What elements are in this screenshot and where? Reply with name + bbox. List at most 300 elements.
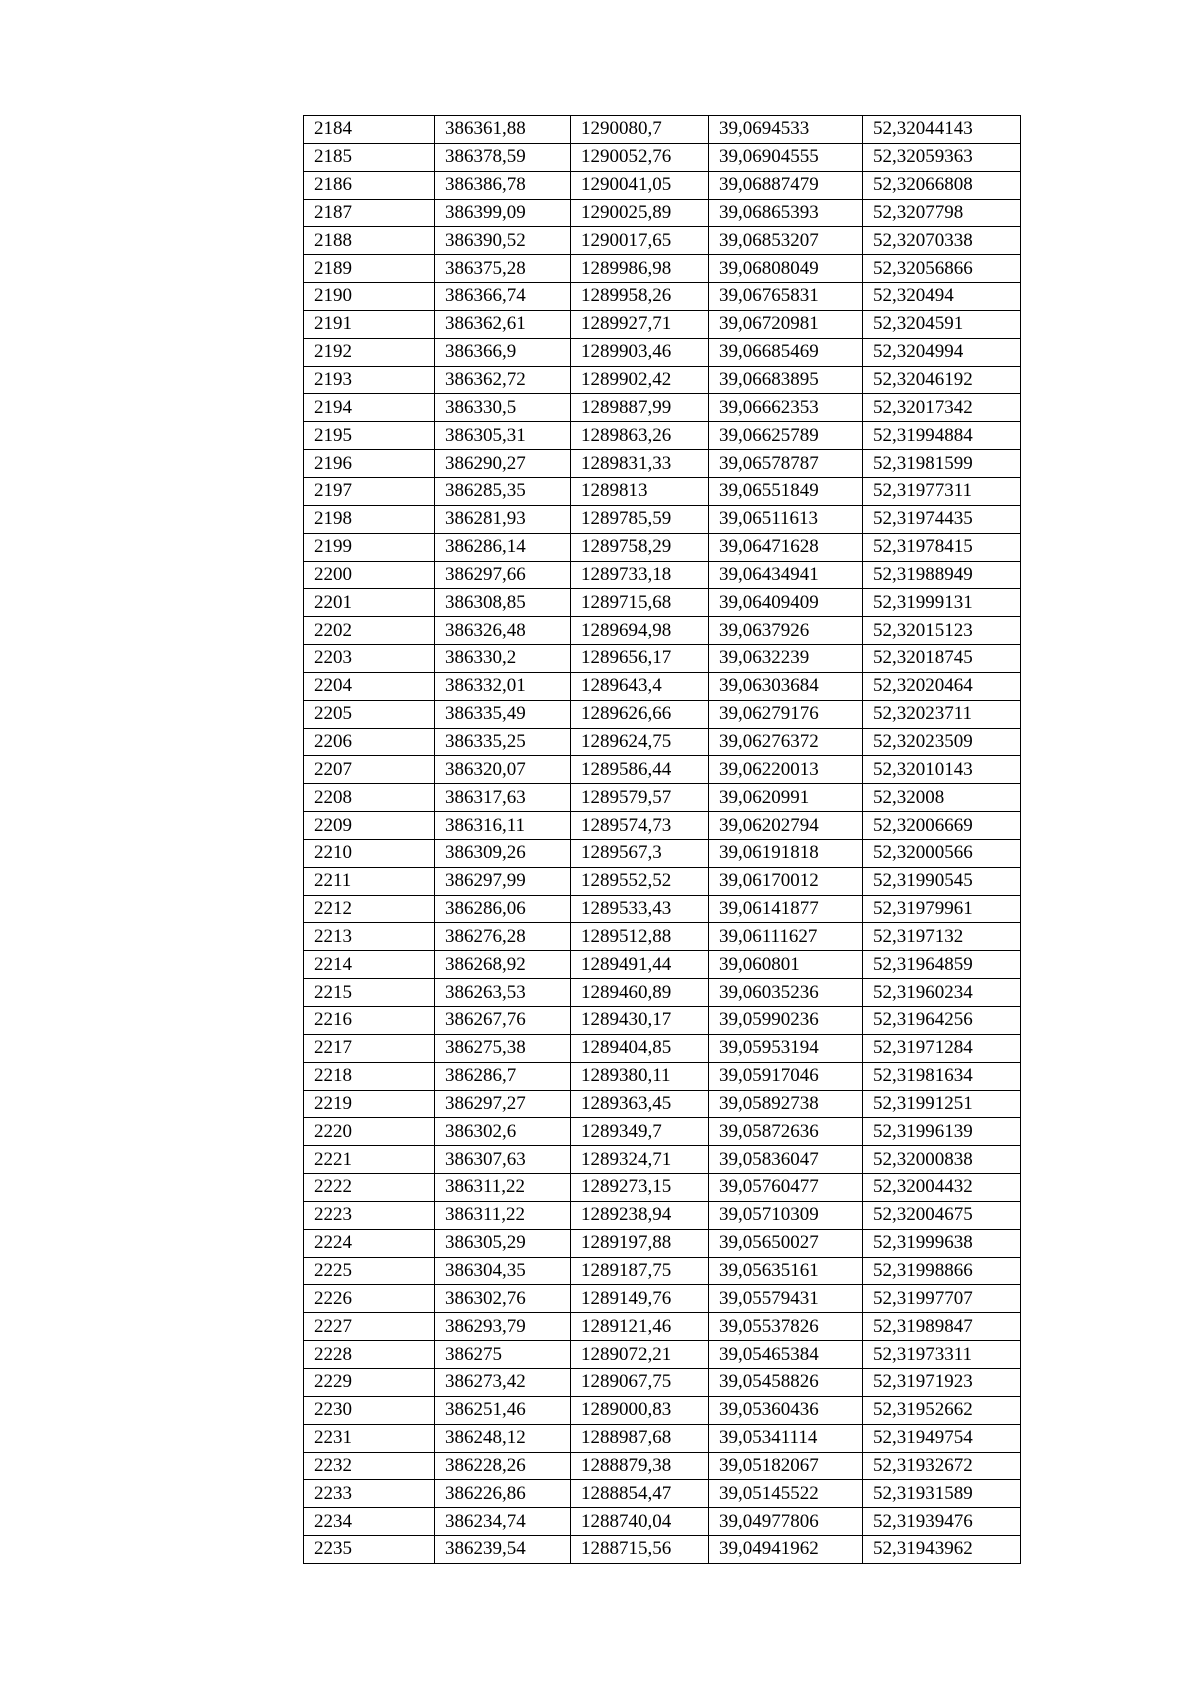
table-row — [304, 422, 1021, 450]
longitude-cell: 39,05917046 — [709, 1062, 863, 1090]
x-coordinate-cell: 386228,26 — [435, 1452, 571, 1480]
y-coordinate-cell: 1289902,42 — [571, 366, 709, 394]
y-coordinate-cell: 1289785,59 — [571, 505, 709, 533]
x-coordinate-cell: 386305,31 — [435, 422, 571, 450]
point-number-cell: 2193 — [304, 366, 435, 394]
y-coordinate-cell: 1289903,46 — [571, 338, 709, 366]
table-row — [304, 1034, 1021, 1062]
y-coordinate-cell: 1289813 — [571, 477, 709, 505]
longitude-cell: 39,05990236 — [709, 1007, 863, 1035]
x-coordinate-cell: 386386,78 — [435, 171, 571, 199]
x-coordinate-cell: 386251,46 — [435, 1396, 571, 1424]
y-coordinate-cell: 1289238,94 — [571, 1201, 709, 1229]
latitude-cell: 52,31994884 — [863, 422, 1021, 450]
point-number-cell: 2195 — [304, 422, 435, 450]
point-number-cell: 2213 — [304, 923, 435, 951]
table-row — [304, 645, 1021, 673]
table-row — [304, 1146, 1021, 1174]
y-coordinate-cell: 1288715,56 — [571, 1536, 709, 1564]
point-number-cell: 2205 — [304, 700, 435, 728]
latitude-cell: 52,31971284 — [863, 1034, 1021, 1062]
table-row — [304, 1424, 1021, 1452]
longitude-cell: 39,05341114 — [709, 1424, 863, 1452]
point-number-cell: 2198 — [304, 505, 435, 533]
y-coordinate-cell: 1289273,15 — [571, 1174, 709, 1202]
table-row — [304, 1090, 1021, 1118]
x-coordinate-cell: 386399,09 — [435, 199, 571, 227]
point-number-cell: 2208 — [304, 784, 435, 812]
x-coordinate-cell: 386320,07 — [435, 756, 571, 784]
point-number-cell: 2191 — [304, 310, 435, 338]
latitude-cell: 52,32023711 — [863, 700, 1021, 728]
x-coordinate-cell: 386316,11 — [435, 812, 571, 840]
x-coordinate-cell: 386275 — [435, 1341, 571, 1369]
table-row — [304, 227, 1021, 255]
table-row — [304, 1368, 1021, 1396]
longitude-cell: 39,06170012 — [709, 867, 863, 895]
x-coordinate-cell: 386308,85 — [435, 589, 571, 617]
longitude-cell: 39,0632239 — [709, 645, 863, 673]
table-row — [304, 477, 1021, 505]
latitude-cell: 52,31978415 — [863, 533, 1021, 561]
table-row — [304, 1285, 1021, 1313]
y-coordinate-cell: 1289958,26 — [571, 283, 709, 311]
x-coordinate-cell: 386390,52 — [435, 227, 571, 255]
longitude-cell: 39,06853207 — [709, 227, 863, 255]
x-coordinate-cell: 386226,86 — [435, 1480, 571, 1508]
x-coordinate-cell: 386302,76 — [435, 1285, 571, 1313]
table-row — [304, 784, 1021, 812]
table-row — [304, 283, 1021, 311]
longitude-cell: 39,05635161 — [709, 1257, 863, 1285]
table-row — [304, 1536, 1021, 1564]
y-coordinate-cell: 1289121,46 — [571, 1313, 709, 1341]
x-coordinate-cell: 386286,7 — [435, 1062, 571, 1090]
point-number-cell: 2215 — [304, 979, 435, 1007]
y-coordinate-cell: 1288879,38 — [571, 1452, 709, 1480]
latitude-cell: 52,3197132 — [863, 923, 1021, 951]
longitude-cell: 39,05182067 — [709, 1452, 863, 1480]
longitude-cell: 39,06276372 — [709, 728, 863, 756]
longitude-cell: 39,06683895 — [709, 366, 863, 394]
latitude-cell: 52,32015123 — [863, 617, 1021, 645]
x-coordinate-cell: 386297,66 — [435, 561, 571, 589]
longitude-cell: 39,05836047 — [709, 1146, 863, 1174]
x-coordinate-cell: 386267,76 — [435, 1007, 571, 1035]
table-row — [304, 1118, 1021, 1146]
x-coordinate-cell: 386361,88 — [435, 116, 571, 144]
point-number-cell: 2235 — [304, 1536, 435, 1564]
point-number-cell: 2218 — [304, 1062, 435, 1090]
table-row — [304, 895, 1021, 923]
point-number-cell: 2200 — [304, 561, 435, 589]
y-coordinate-cell: 1290025,89 — [571, 199, 709, 227]
latitude-cell: 52,320494 — [863, 283, 1021, 311]
x-coordinate-cell: 386366,74 — [435, 283, 571, 311]
point-number-cell: 2199 — [304, 533, 435, 561]
latitude-cell: 52,31991251 — [863, 1090, 1021, 1118]
point-number-cell: 2214 — [304, 951, 435, 979]
point-number-cell: 2185 — [304, 143, 435, 171]
table-row — [304, 394, 1021, 422]
point-number-cell: 2187 — [304, 199, 435, 227]
latitude-cell: 52,31932672 — [863, 1452, 1021, 1480]
x-coordinate-cell: 386273,42 — [435, 1368, 571, 1396]
point-number-cell: 2220 — [304, 1118, 435, 1146]
y-coordinate-cell: 1288987,68 — [571, 1424, 709, 1452]
latitude-cell: 52,31974435 — [863, 505, 1021, 533]
latitude-cell: 52,32008 — [863, 784, 1021, 812]
longitude-cell: 39,06662353 — [709, 394, 863, 422]
x-coordinate-cell: 386366,9 — [435, 338, 571, 366]
table-row — [304, 310, 1021, 338]
latitude-cell: 52,32023509 — [863, 728, 1021, 756]
y-coordinate-cell: 1288854,47 — [571, 1480, 709, 1508]
y-coordinate-cell: 1289626,66 — [571, 700, 709, 728]
latitude-cell: 52,32020464 — [863, 672, 1021, 700]
table-row — [304, 116, 1021, 144]
y-coordinate-cell: 1289656,17 — [571, 645, 709, 673]
table-row — [304, 505, 1021, 533]
latitude-cell: 52,31943962 — [863, 1536, 1021, 1564]
latitude-cell: 52,31998866 — [863, 1257, 1021, 1285]
x-coordinate-cell: 386362,72 — [435, 366, 571, 394]
x-coordinate-cell: 386293,79 — [435, 1313, 571, 1341]
point-number-cell: 2189 — [304, 255, 435, 283]
longitude-cell: 39,05360436 — [709, 1396, 863, 1424]
longitude-cell: 39,06511613 — [709, 505, 863, 533]
latitude-cell: 52,31971923 — [863, 1368, 1021, 1396]
latitude-cell: 52,32059363 — [863, 143, 1021, 171]
point-number-cell: 2203 — [304, 645, 435, 673]
point-number-cell: 2212 — [304, 895, 435, 923]
table-row — [304, 533, 1021, 561]
longitude-cell: 39,06904555 — [709, 143, 863, 171]
y-coordinate-cell: 1289187,75 — [571, 1257, 709, 1285]
latitude-cell: 52,31952662 — [863, 1396, 1021, 1424]
x-coordinate-cell: 386234,74 — [435, 1508, 571, 1536]
point-number-cell: 2227 — [304, 1313, 435, 1341]
latitude-cell: 52,31973311 — [863, 1341, 1021, 1369]
y-coordinate-cell: 1289831,33 — [571, 450, 709, 478]
latitude-cell: 52,31979961 — [863, 895, 1021, 923]
y-coordinate-cell: 1290017,65 — [571, 227, 709, 255]
table-row — [304, 1313, 1021, 1341]
y-coordinate-cell: 1289533,43 — [571, 895, 709, 923]
x-coordinate-cell: 386335,25 — [435, 728, 571, 756]
latitude-cell: 52,3204591 — [863, 310, 1021, 338]
latitude-cell: 52,32006669 — [863, 812, 1021, 840]
longitude-cell: 39,0620991 — [709, 784, 863, 812]
point-number-cell: 2201 — [304, 589, 435, 617]
x-coordinate-cell: 386286,06 — [435, 895, 571, 923]
point-number-cell: 2224 — [304, 1229, 435, 1257]
y-coordinate-cell: 1289149,76 — [571, 1285, 709, 1313]
x-coordinate-cell: 386311,22 — [435, 1201, 571, 1229]
x-coordinate-cell: 386290,27 — [435, 450, 571, 478]
longitude-cell: 39,06202794 — [709, 812, 863, 840]
y-coordinate-cell: 1289758,29 — [571, 533, 709, 561]
table-row — [304, 923, 1021, 951]
x-coordinate-cell: 386302,6 — [435, 1118, 571, 1146]
y-coordinate-cell: 1289349,7 — [571, 1118, 709, 1146]
longitude-cell: 39,04941962 — [709, 1536, 863, 1564]
longitude-cell: 39,05537826 — [709, 1313, 863, 1341]
table-row — [304, 255, 1021, 283]
longitude-cell: 39,06551849 — [709, 477, 863, 505]
table-row — [304, 338, 1021, 366]
point-number-cell: 2216 — [304, 1007, 435, 1035]
latitude-cell: 52,31999638 — [863, 1229, 1021, 1257]
longitude-cell: 39,06220013 — [709, 756, 863, 784]
latitude-cell: 52,31931589 — [863, 1480, 1021, 1508]
longitude-cell: 39,060801 — [709, 951, 863, 979]
longitude-cell: 39,06191818 — [709, 839, 863, 867]
point-number-cell: 2231 — [304, 1424, 435, 1452]
point-number-cell: 2209 — [304, 812, 435, 840]
point-number-cell: 2184 — [304, 116, 435, 144]
longitude-cell: 39,05145522 — [709, 1480, 863, 1508]
longitude-cell: 39,05710309 — [709, 1201, 863, 1229]
point-number-cell: 2196 — [304, 450, 435, 478]
x-coordinate-cell: 386378,59 — [435, 143, 571, 171]
table-row — [304, 756, 1021, 784]
x-coordinate-cell: 386275,38 — [435, 1034, 571, 1062]
table-row — [304, 1341, 1021, 1369]
x-coordinate-cell: 386307,63 — [435, 1146, 571, 1174]
longitude-cell: 39,05465384 — [709, 1341, 863, 1369]
table-row — [304, 450, 1021, 478]
table-row — [304, 561, 1021, 589]
longitude-cell: 39,06279176 — [709, 700, 863, 728]
x-coordinate-cell: 386330,2 — [435, 645, 571, 673]
x-coordinate-cell: 386263,53 — [435, 979, 571, 1007]
x-coordinate-cell: 386362,61 — [435, 310, 571, 338]
latitude-cell: 52,31949754 — [863, 1424, 1021, 1452]
y-coordinate-cell: 1289067,75 — [571, 1368, 709, 1396]
table-row — [304, 617, 1021, 645]
point-number-cell: 2197 — [304, 477, 435, 505]
x-coordinate-cell: 386305,29 — [435, 1229, 571, 1257]
point-number-cell: 2230 — [304, 1396, 435, 1424]
latitude-cell: 52,32066808 — [863, 171, 1021, 199]
longitude-cell: 39,06685469 — [709, 338, 863, 366]
y-coordinate-cell: 1289715,68 — [571, 589, 709, 617]
longitude-cell: 39,06111627 — [709, 923, 863, 951]
latitude-cell: 52,31977311 — [863, 477, 1021, 505]
coordinates-table — [303, 115, 1021, 1564]
latitude-cell: 52,31999131 — [863, 589, 1021, 617]
table-row — [304, 1201, 1021, 1229]
y-coordinate-cell: 1289404,85 — [571, 1034, 709, 1062]
x-coordinate-cell: 386335,49 — [435, 700, 571, 728]
y-coordinate-cell: 1289552,52 — [571, 867, 709, 895]
x-coordinate-cell: 386276,28 — [435, 923, 571, 951]
longitude-cell: 39,05872636 — [709, 1118, 863, 1146]
latitude-cell: 52,31988949 — [863, 561, 1021, 589]
longitude-cell: 39,06720981 — [709, 310, 863, 338]
x-coordinate-cell: 386311,22 — [435, 1174, 571, 1202]
longitude-cell: 39,06578787 — [709, 450, 863, 478]
point-number-cell: 2228 — [304, 1341, 435, 1369]
table-row — [304, 839, 1021, 867]
x-coordinate-cell: 386309,26 — [435, 839, 571, 867]
y-coordinate-cell: 1289643,4 — [571, 672, 709, 700]
table-row — [304, 1396, 1021, 1424]
table-row — [304, 979, 1021, 1007]
table-row — [304, 1257, 1021, 1285]
point-number-cell: 2202 — [304, 617, 435, 645]
longitude-cell: 39,06035236 — [709, 979, 863, 1007]
latitude-cell: 52,32070338 — [863, 227, 1021, 255]
x-coordinate-cell: 386268,92 — [435, 951, 571, 979]
longitude-cell: 39,06471628 — [709, 533, 863, 561]
latitude-cell: 52,32017342 — [863, 394, 1021, 422]
y-coordinate-cell: 1289363,45 — [571, 1090, 709, 1118]
point-number-cell: 2192 — [304, 338, 435, 366]
longitude-cell: 39,05458826 — [709, 1368, 863, 1396]
longitude-cell: 39,06303684 — [709, 672, 863, 700]
longitude-cell: 39,06865393 — [709, 199, 863, 227]
y-coordinate-cell: 1289512,88 — [571, 923, 709, 951]
y-coordinate-cell: 1290052,76 — [571, 143, 709, 171]
latitude-cell: 52,3204994 — [863, 338, 1021, 366]
longitude-cell: 39,06141877 — [709, 895, 863, 923]
point-number-cell: 2223 — [304, 1201, 435, 1229]
point-number-cell: 2190 — [304, 283, 435, 311]
longitude-cell: 39,06765831 — [709, 283, 863, 311]
y-coordinate-cell: 1289586,44 — [571, 756, 709, 784]
y-coordinate-cell: 1289986,98 — [571, 255, 709, 283]
x-coordinate-cell: 386281,93 — [435, 505, 571, 533]
table-row — [304, 1452, 1021, 1480]
y-coordinate-cell: 1289380,11 — [571, 1062, 709, 1090]
table-row — [304, 1480, 1021, 1508]
y-coordinate-cell: 1289694,98 — [571, 617, 709, 645]
point-number-cell: 2232 — [304, 1452, 435, 1480]
latitude-cell: 52,31964256 — [863, 1007, 1021, 1035]
point-number-cell: 2225 — [304, 1257, 435, 1285]
latitude-cell: 52,32000838 — [863, 1146, 1021, 1174]
y-coordinate-cell: 1289733,18 — [571, 561, 709, 589]
x-coordinate-cell: 386239,54 — [435, 1536, 571, 1564]
latitude-cell: 52,32004675 — [863, 1201, 1021, 1229]
y-coordinate-cell: 1289927,71 — [571, 310, 709, 338]
table-row — [304, 1229, 1021, 1257]
table-row — [304, 589, 1021, 617]
longitude-cell: 39,06808049 — [709, 255, 863, 283]
y-coordinate-cell: 1289324,71 — [571, 1146, 709, 1174]
table-row — [304, 171, 1021, 199]
point-number-cell: 2219 — [304, 1090, 435, 1118]
x-coordinate-cell: 386285,35 — [435, 477, 571, 505]
y-coordinate-cell: 1288740,04 — [571, 1508, 709, 1536]
y-coordinate-cell: 1289491,44 — [571, 951, 709, 979]
table-row — [304, 1007, 1021, 1035]
latitude-cell: 52,3207798 — [863, 199, 1021, 227]
y-coordinate-cell: 1290041,05 — [571, 171, 709, 199]
latitude-cell: 52,31981599 — [863, 450, 1021, 478]
x-coordinate-cell: 386286,14 — [435, 533, 571, 561]
point-number-cell: 2217 — [304, 1034, 435, 1062]
point-number-cell: 2234 — [304, 1508, 435, 1536]
latitude-cell: 52,31964859 — [863, 951, 1021, 979]
x-coordinate-cell: 386330,5 — [435, 394, 571, 422]
longitude-cell: 39,0637926 — [709, 617, 863, 645]
longitude-cell: 39,05953194 — [709, 1034, 863, 1062]
latitude-cell: 52,32044143 — [863, 116, 1021, 144]
table-row — [304, 199, 1021, 227]
point-number-cell: 2222 — [304, 1174, 435, 1202]
table-row — [304, 672, 1021, 700]
longitude-cell: 39,05579431 — [709, 1285, 863, 1313]
longitude-cell: 39,05760477 — [709, 1174, 863, 1202]
y-coordinate-cell: 1289574,73 — [571, 812, 709, 840]
longitude-cell: 39,05892738 — [709, 1090, 863, 1118]
y-coordinate-cell: 1289863,26 — [571, 422, 709, 450]
y-coordinate-cell: 1289197,88 — [571, 1229, 709, 1257]
point-number-cell: 2233 — [304, 1480, 435, 1508]
y-coordinate-cell: 1289072,21 — [571, 1341, 709, 1369]
x-coordinate-cell: 386375,28 — [435, 255, 571, 283]
table-row — [304, 867, 1021, 895]
latitude-cell: 52,31981634 — [863, 1062, 1021, 1090]
point-number-cell: 2221 — [304, 1146, 435, 1174]
longitude-cell: 39,06625789 — [709, 422, 863, 450]
latitude-cell: 52,32056866 — [863, 255, 1021, 283]
point-number-cell: 2206 — [304, 728, 435, 756]
point-number-cell: 2188 — [304, 227, 435, 255]
latitude-cell: 52,31996139 — [863, 1118, 1021, 1146]
point-number-cell: 2204 — [304, 672, 435, 700]
x-coordinate-cell: 386248,12 — [435, 1424, 571, 1452]
longitude-cell: 39,0694533 — [709, 116, 863, 144]
latitude-cell: 52,32010143 — [863, 756, 1021, 784]
point-number-cell: 2226 — [304, 1285, 435, 1313]
longitude-cell: 39,06434941 — [709, 561, 863, 589]
x-coordinate-cell: 386326,48 — [435, 617, 571, 645]
point-number-cell: 2207 — [304, 756, 435, 784]
table-row — [304, 1062, 1021, 1090]
y-coordinate-cell: 1289430,17 — [571, 1007, 709, 1035]
point-number-cell: 2211 — [304, 867, 435, 895]
longitude-cell: 39,04977806 — [709, 1508, 863, 1536]
longitude-cell: 39,05650027 — [709, 1229, 863, 1257]
latitude-cell: 52,32046192 — [863, 366, 1021, 394]
longitude-cell: 39,06409409 — [709, 589, 863, 617]
x-coordinate-cell: 386304,35 — [435, 1257, 571, 1285]
table-row — [304, 728, 1021, 756]
x-coordinate-cell: 386297,99 — [435, 867, 571, 895]
latitude-cell: 52,31960234 — [863, 979, 1021, 1007]
latitude-cell: 52,32000566 — [863, 839, 1021, 867]
x-coordinate-cell: 386317,63 — [435, 784, 571, 812]
y-coordinate-cell: 1289624,75 — [571, 728, 709, 756]
table-row — [304, 366, 1021, 394]
table-row — [304, 143, 1021, 171]
latitude-cell: 52,31997707 — [863, 1285, 1021, 1313]
table-row — [304, 700, 1021, 728]
x-coordinate-cell: 386297,27 — [435, 1090, 571, 1118]
latitude-cell: 52,32018745 — [863, 645, 1021, 673]
point-number-cell: 2186 — [304, 171, 435, 199]
y-coordinate-cell: 1290080,7 — [571, 116, 709, 144]
table-row — [304, 951, 1021, 979]
x-coordinate-cell: 386332,01 — [435, 672, 571, 700]
point-number-cell: 2229 — [304, 1368, 435, 1396]
latitude-cell: 52,31989847 — [863, 1313, 1021, 1341]
y-coordinate-cell: 1289000,83 — [571, 1396, 709, 1424]
